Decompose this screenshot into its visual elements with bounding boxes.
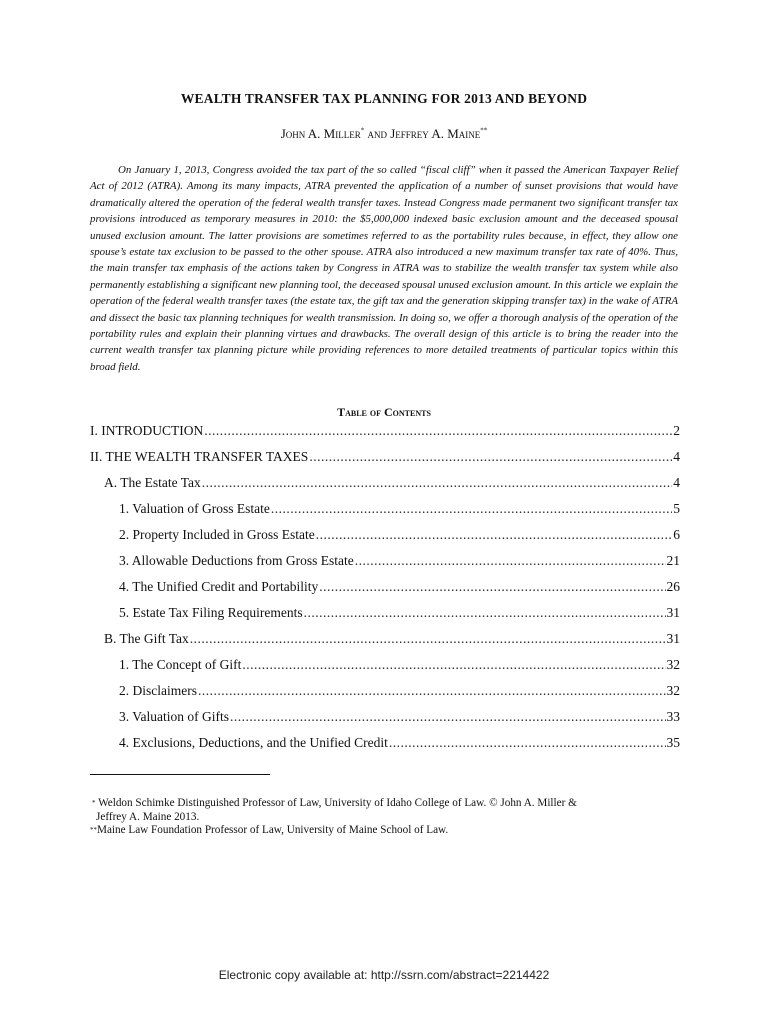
toc-entry-label: B. The Gift Tax: [104, 631, 189, 646]
toc-entry-page: 32: [666, 683, 680, 698]
toc-entry-label: 1. The Concept of Gift: [119, 657, 242, 672]
toc-entry-label: I. INTRODUCTION: [90, 423, 204, 438]
toc-entry-label: II. THE WEALTH TRANSFER TAXES: [90, 449, 309, 464]
toc-entry-page: 26: [666, 579, 680, 594]
toc-entry[interactable]: [90, 579, 680, 605]
footnote-1-mark: *: [92, 799, 96, 807]
toc-entry[interactable]: [90, 527, 680, 553]
ssrn-footer: Electronic copy available at: http://ssrn.com/abstract=2214422: [218, 968, 550, 982]
toc-dot-leader: [198, 683, 666, 699]
toc-entry-page: 31: [666, 631, 680, 646]
toc-entry[interactable]: [90, 657, 680, 683]
footnote-2-mark: **: [90, 826, 97, 835]
footnote-divider: [90, 774, 270, 775]
author-2: Jeffrey A. Maine: [390, 126, 481, 141]
toc-entry-label: A. The Estate Tax: [104, 475, 201, 490]
footnote-1: [90, 797, 690, 824]
toc-entry-label: 2. Property Included in Gross Estate: [119, 527, 315, 542]
toc-dot-leader: [204, 423, 672, 439]
toc-dot-leader: [355, 553, 666, 569]
toc-entry-label: 5. Estate Tax Filing Requirements: [119, 605, 303, 620]
footnote-1-line-1: Weldon Schimke Distinguished Professor of Law, University of Idaho College of Law. © John A. Miller &: [95, 797, 577, 809]
footnote-2: [90, 824, 690, 838]
toc-entry[interactable]: [90, 501, 680, 527]
toc-entry-page: 35: [666, 735, 680, 750]
toc-entry[interactable]: [90, 423, 680, 449]
footnotes: [90, 797, 690, 838]
toc-dot-leader: [304, 605, 666, 621]
abstract: On January 1, 2013, Congress avoided the tax part of the so called “fiscal cliff” when it passed the American Taxpayer Relief Act of 2012 (ATRA). Among its many impacts, ATRA prevented the application of a number of sunset provisions that would have dramatically altered the operation of the federal wealth transfer taxes. Instead Congress made permanent two significant transfer tax provisions introduced as temporary measures in 2010: the $5,000,000 indexed basic exclusion amount and the deceased spousal unused exclusion amount. The latter provisions are sometimes referred to as the portability rules because, in effect, they allow one spouse’s estate tax exclusion to be passed to the other spouse. ATRA also introduced a new maximum transfer tax rate of 40%. Thus, the main transfer tax emphasis of the actions taken by Congress in ATRA was to stabilize the wealth transfer tax system while also permanently establishing a significant new planning tool, the deceased spousal unused exclusion amount. In this article we explain the operation of the federal wealth transfer taxes (the estate tax, the gift tax and the generation skipping transfer tax) in the wake of ATRA and dissect the basic tax planning techniques for wealth transmission. In doing so, we offer a thorough analysis of the operation of the portability rules and explain their planning virtues and drawbacks. The overall design of this article is to bring the reader into the current wealth transfer tax planning picture while providing references to more detailed treatments of particular topics within this broad field.: [90, 164, 679, 373]
toc-entry[interactable]: [90, 631, 680, 657]
toc-entry-page: 6: [673, 527, 680, 542]
toc-entry-label: 4. The Unified Credit and Portability: [119, 579, 319, 594]
table-of-contents: [90, 423, 680, 761]
toc-dot-leader: [319, 579, 665, 595]
toc-entry[interactable]: [90, 735, 680, 761]
toc-entry-page: 5: [673, 501, 680, 516]
toc-entry-page: 2: [673, 423, 680, 438]
authors-joiner: and: [364, 126, 391, 141]
toc-entry[interactable]: [90, 449, 680, 475]
toc-dot-leader: [230, 709, 666, 725]
toc-dot-leader: [190, 631, 666, 647]
toc-entry-label: 3. Allowable Deductions from Gross Estate: [119, 553, 354, 568]
footnote-1-line-2: Jeffrey A. Maine 2013.: [96, 810, 200, 823]
toc-entry-page: 4: [673, 449, 680, 464]
author-1-footnote-mark: *: [360, 126, 365, 135]
toc-entry[interactable]: [90, 683, 680, 709]
toc-entry[interactable]: [90, 475, 680, 501]
toc-entry-page: 21: [666, 553, 680, 568]
author-line: [0, 126, 768, 142]
toc-entry-page: 4: [673, 475, 680, 490]
toc-dot-leader: [389, 735, 666, 751]
toc-entry-page: 33: [666, 709, 680, 724]
toc-dot-leader: [202, 475, 672, 491]
toc-entry-label: 2. Disclaimers: [119, 683, 197, 698]
toc-entry[interactable]: [90, 709, 680, 735]
footnote-2-text: Maine Law Foundation Professor of Law, University of Maine School of Law.: [97, 824, 449, 837]
toc-entry-page: 31: [666, 605, 680, 620]
toc-heading: Table of Contents: [337, 405, 431, 419]
author-1: John A. Miller: [280, 126, 361, 141]
toc-entry-page: 32: [666, 657, 680, 672]
author-2-footnote-mark: **: [480, 126, 488, 135]
toc-dot-leader: [242, 657, 665, 673]
toc-entry[interactable]: [90, 553, 680, 579]
toc-entry-label: 4. Exclusions, Deductions, and the Unified Credit: [119, 735, 388, 750]
toc-dot-leader: [309, 449, 672, 465]
toc-dot-leader: [316, 527, 673, 543]
paper-title: WEALTH TRANSFER TAX PLANNING FOR 2013 AND BEYOND: [180, 91, 588, 106]
toc-entry-label: 1. Valuation of Gross Estate: [119, 501, 270, 516]
toc-entry-label: 3. Valuation of Gifts: [119, 709, 229, 724]
toc-dot-leader: [271, 501, 672, 517]
toc-entry[interactable]: [90, 605, 680, 631]
